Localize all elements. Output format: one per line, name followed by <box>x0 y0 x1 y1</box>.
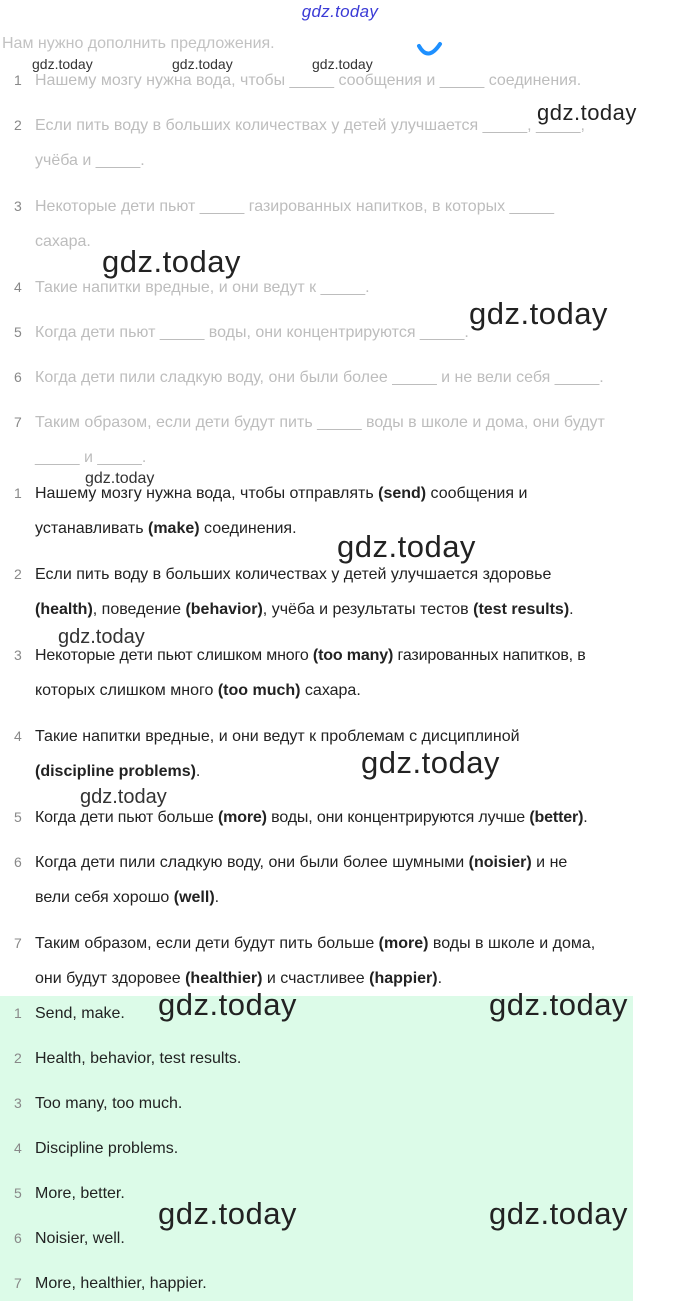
exercise-text: сахара. <box>35 233 91 250</box>
answer-text: Когда дети пили сладкую воду, они были более шумными (noisier) и не <box>35 854 568 871</box>
loading-spinner-icon <box>407 32 449 62</box>
watermark: gdz.today <box>58 626 145 648</box>
answer-text: Если пить воду в больших количествах у детей улучшается здоровье <box>35 566 552 583</box>
exercise-text: Некоторые дети пьют _____ газированных напитков, в которых _____ <box>35 198 555 215</box>
item-number: 1 <box>14 485 22 501</box>
exercise-text: Нашему мозгу нужна вода, чтобы _____ сообщения и _____ соединения. <box>35 72 582 89</box>
item-number: 5 <box>14 809 22 825</box>
item-number: 3 <box>14 1095 22 1111</box>
watermark: gdz.today <box>312 56 373 72</box>
answer-text: (health), поведение (behavior), учёба и результаты тестов (test results). <box>35 601 574 618</box>
intro-text: Нам нужно дополнить предложения. <box>2 35 275 52</box>
answer-text: (discipline problems). <box>35 763 201 780</box>
answer-text: Такие напитки вредные, и они ведут к проблемам с дисциплиной <box>35 728 520 745</box>
item-number: 7 <box>14 1275 22 1291</box>
exercise-text: Если пить воду в больших количествах у детей улучшается _____, _____, <box>35 117 585 134</box>
item-number: 1 <box>14 72 22 88</box>
exercise-text: Когда дети пили сладкую воду, они были более _____ и не вели себя _____. <box>35 369 604 386</box>
item-number: 7 <box>14 414 22 430</box>
watermark: gdz.today <box>158 987 297 1022</box>
watermark: gdz.today <box>80 786 167 808</box>
answer-text: которых слишком много (too much) сахара. <box>35 682 361 699</box>
exercise-text: Когда дети пьют _____ воды, они концентрируются _____. <box>35 324 469 341</box>
watermark: gdz.today <box>337 529 476 564</box>
watermark: gdz.today <box>158 1196 297 1231</box>
watermark: gdz.today <box>361 745 500 780</box>
item-number: 3 <box>14 198 22 214</box>
answer-text: устанавливать (make) соединения. <box>35 520 297 537</box>
short-answer-text: More, healthier, happier. <box>35 1275 207 1292</box>
short-answer-text: Noisier, well. <box>35 1230 125 1247</box>
item-number: 2 <box>14 566 22 582</box>
watermark: gdz.today <box>469 296 608 331</box>
short-answer-text: Send, make. <box>35 1005 125 1022</box>
watermark: gdz.today <box>85 470 155 487</box>
item-number: 5 <box>14 1185 22 1201</box>
item-number: 6 <box>14 1230 22 1246</box>
item-number: 6 <box>14 854 22 870</box>
exercise-text: _____ и _____. <box>35 449 147 466</box>
watermark: gdz.today <box>489 1196 628 1231</box>
watermark: gdz.today <box>537 100 637 125</box>
short-answer-text: Too many, too much. <box>35 1095 183 1112</box>
top-watermark: gdz.today <box>301 2 379 21</box>
item-number: 6 <box>14 369 22 385</box>
answer-text: вели себя хорошо (well). <box>35 889 220 906</box>
short-answer-text: Discipline problems. <box>35 1140 179 1157</box>
watermark: gdz.today <box>102 244 241 279</box>
short-answer-text: More, better. <box>35 1185 125 1202</box>
short-answer-text: Health, behavior, test results. <box>35 1050 242 1067</box>
item-number: 2 <box>14 1050 22 1066</box>
exercise-text: Таким образом, если дети будут пить _____ воды в школе и дома, они будут <box>35 414 605 431</box>
item-number: 2 <box>14 117 22 133</box>
item-number: 4 <box>14 279 22 295</box>
item-number: 3 <box>14 647 22 663</box>
watermark: gdz.today <box>32 56 93 72</box>
exercise-text: Такие напитки вредные, и они ведут к _____. <box>35 279 370 296</box>
answer-text: Когда дети пьют больше (more) воды, они концентрируются лучше (better). <box>35 809 588 826</box>
exercise-text: учёба и _____. <box>35 152 145 169</box>
item-number: 4 <box>14 1140 22 1156</box>
item-number: 7 <box>14 935 22 951</box>
answer-text: Нашему мозгу нужна вода, чтобы отправлять (send) сообщения и <box>35 485 528 502</box>
answer-text: Некоторые дети пьют слишком много (too many) газированных напитков, в <box>35 647 586 664</box>
answer-text: они будут здоровее (healthier) и счастливее (happier). <box>35 970 443 987</box>
watermark: gdz.today <box>489 987 628 1022</box>
watermark: gdz.today <box>172 56 233 72</box>
item-number: 4 <box>14 728 22 744</box>
answer-text: Таким образом, если дети будут пить больше (more) воды в школе и дома, <box>35 935 596 952</box>
item-number: 5 <box>14 324 22 340</box>
item-number: 1 <box>14 1005 22 1021</box>
